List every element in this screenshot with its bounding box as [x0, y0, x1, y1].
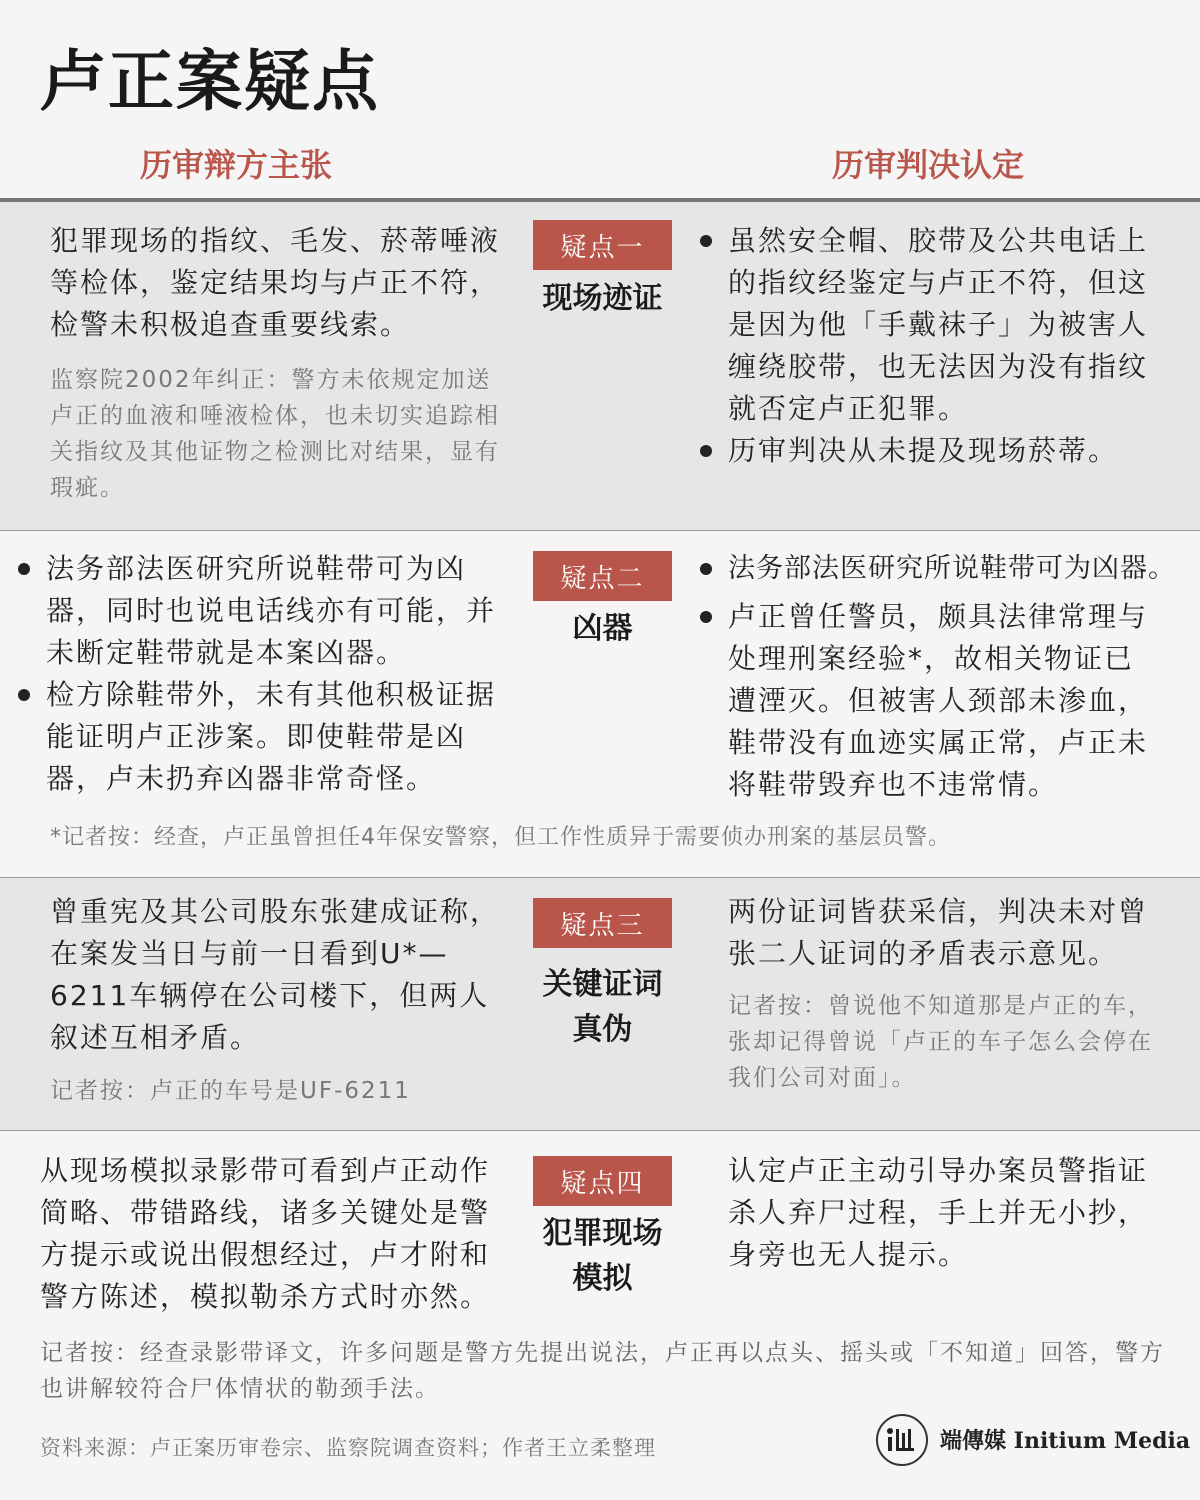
section-2-right-list — [700, 548, 1196, 806]
left-column-heading: 历审辩方主张 — [140, 146, 333, 184]
section-1-badge: 疑点一 — [533, 220, 672, 270]
section-2-footnote: *记者按：经查，卢正虽曾担任4年保安警察，但工作性质异于需要侦办刑案的基层员警。 — [50, 825, 951, 850]
initium-logo-icon — [876, 1414, 928, 1466]
list-item: 虽然安全帽、胶带及公共电话上的指纹经鉴定与卢正不符，但这是因为他「手戴袜子」为被害人缠绕胶带，也无法因为没有指纹就否定卢正犯罪。 — [700, 220, 1160, 430]
section-2-topic: 凶器 — [572, 611, 633, 646]
section-4-badge: 疑点四 — [533, 1156, 672, 1206]
section-1-left-text: 犯罪现场的指纹、毛发、菸蒂唾液等检体，鉴定结果均与卢正不符，检警未积极追查重要线索。 — [50, 224, 501, 341]
section-1-right-list — [700, 220, 1160, 472]
section-4-topic-line1: 犯罪现场 — [542, 1216, 663, 1251]
section-1-topic: 现场迹证 — [542, 281, 663, 316]
logo-wordmark: 端傳媒 Initium Media — [940, 1428, 1191, 1454]
section-3-right-text: 两份证词皆获采信，判决未对曾张二人证词的矛盾表示意见。 — [728, 895, 1149, 970]
list-item: 法务部法医研究所说鞋带可为凶器。 — [700, 548, 1196, 590]
list-item: 检方除鞋带外，未有其他积极证据能证明卢正涉案。即使鞋带是凶器，卢未扔弃凶器非常奇怪。 — [18, 674, 508, 800]
section-2-badge: 疑点二 — [533, 551, 672, 601]
section-2-left-list — [18, 548, 508, 800]
section-3-right-note: 记者按：曾说他不知道那是卢正的车，张却记得曾说「卢正的车子怎么会停在我们公司对面」。 — [728, 993, 1153, 1091]
list-item: 法务部法医研究所说鞋带可为凶器，同时也说电话线亦有可能，并未断定鞋带就是本案凶器。 — [18, 548, 508, 674]
list-item: 历审判决从未提及现场菸蒂。 — [700, 430, 1160, 472]
page-title: 卢正案疑点 — [40, 43, 380, 120]
section-1-left-note: 监察院2002年纠正：警方未依规定加送卢正的血液和唾液检体，也未切实追踪相关指纹及其他证物之检测比对结果，显有瑕疵。 — [50, 367, 500, 501]
section-3-topic-line2: 真伪 — [572, 1012, 633, 1047]
section-3-badge: 疑点三 — [533, 898, 672, 948]
section-divider — [0, 1130, 1200, 1131]
section-3-left-text: 曾重宪及其公司股东张建成证称，在案发当日与前一日看到U*—6211车辆停在公司楼下，但两人叙述互相矛盾。 — [50, 895, 501, 1054]
source-credit: 资料来源：卢正案历审卷宗、监察院调查资料；作者王立柔整理 — [40, 1436, 656, 1460]
right-column-heading: 历审判决认定 — [832, 146, 1025, 184]
section-4-left-text: 从现场模拟录影带可看到卢正动作简略、带错路线，诸多关键处是警方提示或说出假想经过，卢才附和警方陈述，模拟勒杀方式时亦然。 — [40, 1154, 491, 1313]
logo-glyph-icon — [884, 1425, 920, 1455]
section-3-topic-line1: 关键证词 — [542, 967, 663, 1002]
section-4-footnote: 记者按：经查录影带译文，许多问题是警方先提出说法，卢正再以点头、摇头或「不知道」回答，警方也讲解较符合尸体情状的勒颈手法。 — [40, 1340, 1165, 1402]
list-item: 卢正曾任警员，颇具法律常理与处理刑案经验*，故相关物证已遭湮灭。但被害人颈部未渗血，鞋带没有血迹实属正常，卢正未将鞋带毁弃也不违常情。 — [700, 596, 1160, 806]
section-4-right-text: 认定卢正主动引导办案员警指证杀人弃尸过程，手上并无小抄，身旁也无人提示。 — [728, 1154, 1149, 1271]
section-3-left-note: 记者按：卢正的车号是UF-6211 — [50, 1078, 411, 1104]
section-4-topic-line2: 模拟 — [572, 1261, 633, 1296]
